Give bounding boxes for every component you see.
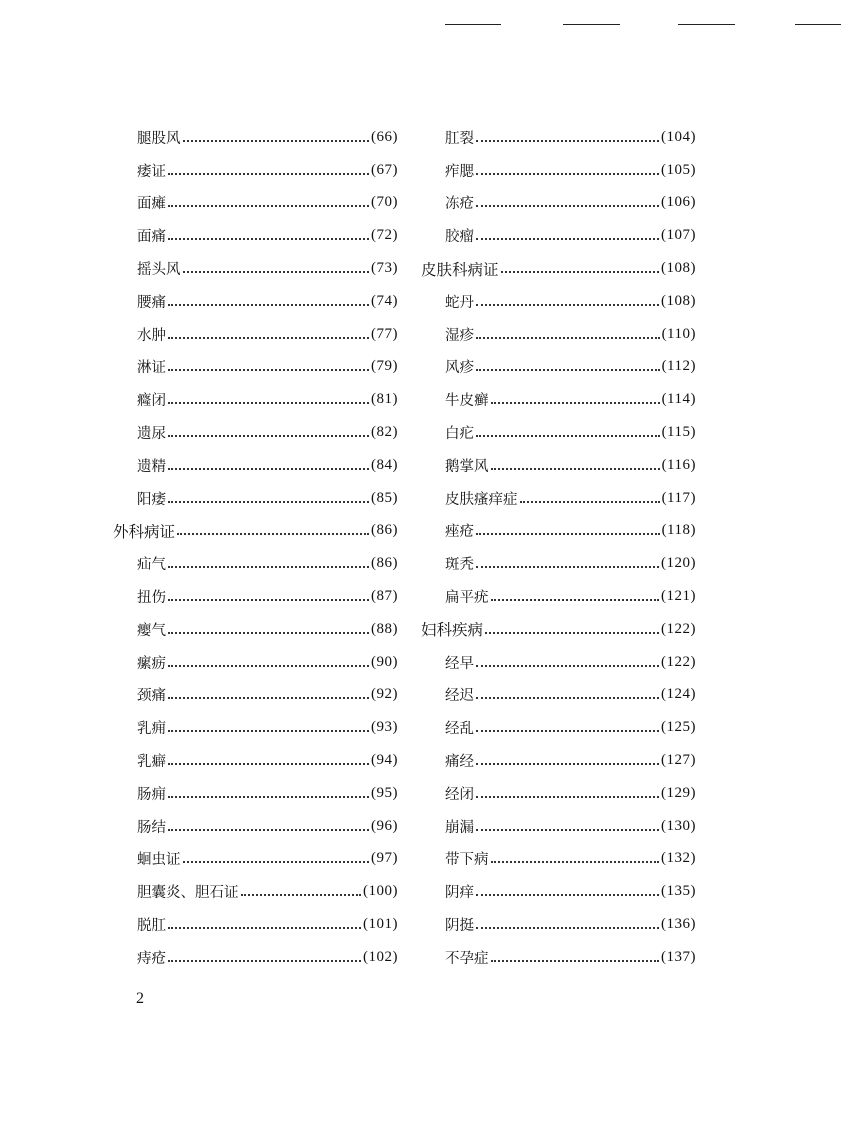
toc-entry <box>421 383 696 416</box>
toc-entry <box>113 941 398 974</box>
toc-entry <box>421 744 696 777</box>
toc-entry <box>421 187 696 220</box>
toc-entry-page: (114) <box>661 391 696 408</box>
toc-entry-label: 痛经 <box>445 754 474 771</box>
dot-leader <box>476 336 660 339</box>
toc-entry <box>113 219 398 252</box>
toc-entry <box>421 843 696 876</box>
toc-entry-page: (67) <box>371 161 398 178</box>
dot-leader <box>168 828 369 831</box>
toc-entry-label: 颈痛 <box>137 688 166 705</box>
dot-leader <box>476 893 659 896</box>
toc-entry-page: (122) <box>661 620 696 637</box>
dot-leader <box>491 860 660 863</box>
toc-entry <box>421 711 696 744</box>
toc-entry-label: 皮肤科病证 <box>421 260 499 279</box>
toc-entry-page: (92) <box>371 686 398 703</box>
toc-entry <box>113 613 398 646</box>
dot-leader <box>476 368 660 371</box>
dot-leader <box>183 270 370 273</box>
dot-leader <box>168 336 369 339</box>
toc-entry-label: 鹅掌风 <box>445 458 489 475</box>
toc-entry-label: 脱肛 <box>137 918 166 935</box>
dot-leader <box>476 795 659 798</box>
toc-entry <box>113 908 398 941</box>
toc-entry <box>113 843 398 876</box>
dot-leader <box>476 565 659 568</box>
toc-entry-page: (121) <box>661 588 696 605</box>
toc-entry-label: 痔疮 <box>137 950 166 967</box>
toc-entry-label: 肠结 <box>137 819 166 836</box>
toc-entry <box>113 154 398 187</box>
toc-entry-label: 湿疹 <box>445 327 474 344</box>
toc-entry-page: (97) <box>371 850 398 867</box>
toc-entry-label: 经乱 <box>445 721 474 738</box>
dot-leader <box>476 828 659 831</box>
toc-entry <box>421 941 696 974</box>
toc-section-heading <box>421 252 696 285</box>
toc-entry <box>421 810 696 843</box>
toc-entry <box>421 908 696 941</box>
toc-entry <box>113 285 398 318</box>
toc-entry-page: (135) <box>661 883 696 900</box>
dot-leader <box>168 959 361 962</box>
dot-leader <box>476 237 659 240</box>
toc-entry-label: 瘿气 <box>137 622 166 639</box>
toc-entry-label: 冻疮 <box>445 196 474 213</box>
dot-leader <box>476 434 660 437</box>
toc-entry-label: 带下病 <box>445 852 489 869</box>
dot-leader <box>168 664 369 667</box>
toc-entry-page: (94) <box>371 752 398 769</box>
toc-entry <box>113 744 398 777</box>
toc-entry-label: 瘰疬 <box>137 655 166 672</box>
dot-leader <box>520 500 660 503</box>
toc-entry <box>113 449 398 482</box>
toc-entry-page: (108) <box>661 260 696 277</box>
toc-entry-page: (93) <box>371 719 398 736</box>
toc-entry-label: 斑秃 <box>445 557 474 574</box>
toc-entry-page: (116) <box>661 456 696 473</box>
toc-entry <box>421 482 696 515</box>
toc-entry-page: (117) <box>661 489 696 506</box>
toc-entry-label: 阴痒 <box>445 885 474 902</box>
toc-entry-label: 经迟 <box>445 688 474 705</box>
toc-entry-page: (112) <box>661 358 696 375</box>
dot-leader <box>168 631 369 634</box>
toc-entry-page: (86) <box>371 522 398 539</box>
toc-entry-page: (79) <box>371 358 398 375</box>
toc-entry <box>113 351 398 384</box>
toc-entry-page: (81) <box>371 391 398 408</box>
toc-entry-page: (96) <box>371 817 398 834</box>
toc-entry <box>421 318 696 351</box>
toc-entry <box>113 482 398 515</box>
toc-entry-page: (105) <box>661 161 696 178</box>
dot-leader <box>476 139 659 142</box>
toc-entry-page: (132) <box>661 850 696 867</box>
page-number: 2 <box>136 990 144 1007</box>
toc-entry-label: 痤疮 <box>445 524 474 541</box>
toc-entry-page: (73) <box>371 260 398 277</box>
toc-entry-page: (127) <box>661 752 696 769</box>
toc-entry <box>113 711 398 744</box>
toc-entry <box>113 383 398 416</box>
toc-entry-page: (82) <box>371 424 398 441</box>
toc-entry-label: 遗尿 <box>137 426 166 443</box>
dot-leader <box>168 598 369 601</box>
toc-entry <box>113 318 398 351</box>
toc-entry-page: (125) <box>661 719 696 736</box>
dot-leader <box>183 860 370 863</box>
toc-entry-label: 蛇丹 <box>445 294 474 311</box>
dot-leader <box>168 434 369 437</box>
toc-entry-label: 阳痿 <box>137 491 166 508</box>
toc-entry-label: 水肿 <box>137 327 166 344</box>
dot-leader <box>168 172 369 175</box>
toc-entry-page: (88) <box>371 620 398 637</box>
toc-entry-label: 摇头风 <box>137 262 181 279</box>
toc-entry-label: 皮肤瘙痒症 <box>445 491 518 508</box>
toc-entry-page: (124) <box>661 686 696 703</box>
toc-entry-label: 扭伤 <box>137 590 166 607</box>
toc-entry <box>113 777 398 810</box>
toc-entry-page: (74) <box>371 292 398 309</box>
toc-entry-label: 痿证 <box>137 163 166 180</box>
toc-entry-label: 腰痛 <box>137 294 166 311</box>
toc-entry-page: (90) <box>371 653 398 670</box>
dot-leader <box>476 303 659 306</box>
toc-entry-label: 胆囊炎、胆石证 <box>137 885 239 902</box>
header-rule <box>795 24 841 25</box>
dot-leader <box>168 565 369 568</box>
dot-leader <box>491 598 660 601</box>
toc-entry-label: 面痛 <box>137 229 166 246</box>
toc-entry-page: (104) <box>661 128 696 145</box>
header-rule <box>445 24 501 25</box>
toc-entry <box>113 416 398 449</box>
toc-entry-page: (110) <box>661 325 696 342</box>
toc-entry-label: 经早 <box>445 655 474 672</box>
toc-entry-label: 淋证 <box>137 360 166 377</box>
toc-entry <box>113 547 398 580</box>
toc-entry <box>113 252 398 285</box>
dot-leader <box>168 795 369 798</box>
dot-leader <box>168 696 369 699</box>
toc-entry <box>421 416 696 449</box>
toc-entry <box>113 646 398 679</box>
toc-entry-label: 妇科疾病 <box>421 621 484 640</box>
toc-entry-page: (122) <box>661 653 696 670</box>
dot-leader <box>485 631 659 634</box>
dot-leader <box>476 204 659 207</box>
toc-right-column <box>421 121 696 974</box>
toc-entry-label: 风疹 <box>445 360 474 377</box>
toc-entry <box>421 351 696 384</box>
dot-leader <box>168 729 369 732</box>
toc-entry-label: 面瘫 <box>137 196 166 213</box>
toc-entry <box>421 449 696 482</box>
dot-leader <box>476 172 659 175</box>
header-rule <box>678 24 735 25</box>
toc-entry-label: 胶瘤 <box>445 229 474 246</box>
toc-entry-label: 肠痈 <box>137 786 166 803</box>
toc-entry-label: 遗精 <box>137 458 166 475</box>
toc-entry-page: (101) <box>363 916 398 933</box>
toc-entry <box>421 777 696 810</box>
toc-entry <box>421 875 696 908</box>
toc-entry-page: (87) <box>371 588 398 605</box>
toc-entry-label: 外科病证 <box>113 522 176 541</box>
dot-leader <box>476 729 659 732</box>
header-rule <box>563 24 620 25</box>
toc-entry-page: (66) <box>371 128 398 145</box>
toc-entry-page: (107) <box>661 227 696 244</box>
toc-entry-label: 白疕 <box>445 426 474 443</box>
toc-entry-label: 牛皮癣 <box>445 393 489 410</box>
toc-entry <box>421 547 696 580</box>
toc-entry-page: (115) <box>661 424 696 441</box>
toc-entry-label: 不孕症 <box>445 950 489 967</box>
toc-entry-page: (70) <box>371 194 398 211</box>
toc-entry-page: (77) <box>371 325 398 342</box>
toc-entry-page: (84) <box>371 456 398 473</box>
toc-entry-label: 经闭 <box>445 786 474 803</box>
toc-entry-page: (100) <box>363 883 398 900</box>
toc-entry-page: (72) <box>371 227 398 244</box>
dot-leader <box>168 926 361 929</box>
toc-entry-page: (129) <box>661 784 696 801</box>
dot-leader <box>501 270 659 273</box>
toc-section-heading <box>113 515 398 548</box>
toc-entry-label: 痄腮 <box>445 163 474 180</box>
toc-entry-page: (137) <box>661 948 696 965</box>
dot-leader <box>177 532 369 535</box>
dot-leader <box>168 368 369 371</box>
dot-leader <box>168 237 369 240</box>
toc-entry <box>113 187 398 220</box>
toc-entry-page: (95) <box>371 784 398 801</box>
toc-entry-label: 腿股风 <box>137 130 181 147</box>
toc-entry-label: 肛裂 <box>445 130 474 147</box>
toc-entry <box>421 154 696 187</box>
toc-entry-label: 乳癖 <box>137 754 166 771</box>
toc-entry <box>421 219 696 252</box>
dot-leader <box>476 532 660 535</box>
toc-entry <box>421 285 696 318</box>
dot-leader <box>476 696 659 699</box>
toc-entry-page: (120) <box>661 555 696 572</box>
toc-entry-page: (118) <box>661 522 696 539</box>
toc-entry-label: 崩漏 <box>445 819 474 836</box>
toc-entry <box>113 810 398 843</box>
toc-section-heading <box>421 613 696 646</box>
toc-entry-page: (136) <box>661 916 696 933</box>
toc-entry-label: 乳痈 <box>137 721 166 738</box>
dot-leader <box>183 139 370 142</box>
dot-leader <box>491 959 660 962</box>
toc-entry <box>113 679 398 712</box>
toc-entry-label: 阴挺 <box>445 918 474 935</box>
dot-leader <box>168 500 369 503</box>
dot-leader <box>476 664 659 667</box>
toc-left-column <box>113 121 398 974</box>
toc-entry-label: 蛔虫证 <box>137 852 181 869</box>
toc-entry <box>421 580 696 613</box>
dot-leader <box>491 401 660 404</box>
toc-entry-label: 扁平疣 <box>445 590 489 607</box>
dot-leader <box>168 401 369 404</box>
toc-entry <box>421 515 696 548</box>
toc-entry-page: (86) <box>371 555 398 572</box>
toc-entry-page: (130) <box>661 817 696 834</box>
dot-leader <box>476 926 659 929</box>
dot-leader <box>168 204 369 207</box>
toc-entry-page: (108) <box>661 292 696 309</box>
dot-leader <box>168 303 369 306</box>
toc-entry-label: 癃闭 <box>137 393 166 410</box>
toc-entry <box>113 121 398 154</box>
toc-entry-page: (106) <box>661 194 696 211</box>
toc-entry-page: (85) <box>371 489 398 506</box>
toc-entry <box>113 580 398 613</box>
toc-entry <box>421 121 696 154</box>
dot-leader <box>476 762 659 765</box>
dot-leader <box>168 467 369 470</box>
toc-entry <box>113 875 398 908</box>
dot-leader <box>241 893 362 896</box>
dot-leader <box>491 467 660 470</box>
toc-entry <box>421 679 696 712</box>
toc-entry <box>421 646 696 679</box>
toc-entry-label: 疝气 <box>137 557 166 574</box>
toc-entry-page: (102) <box>363 948 398 965</box>
dot-leader <box>168 762 369 765</box>
